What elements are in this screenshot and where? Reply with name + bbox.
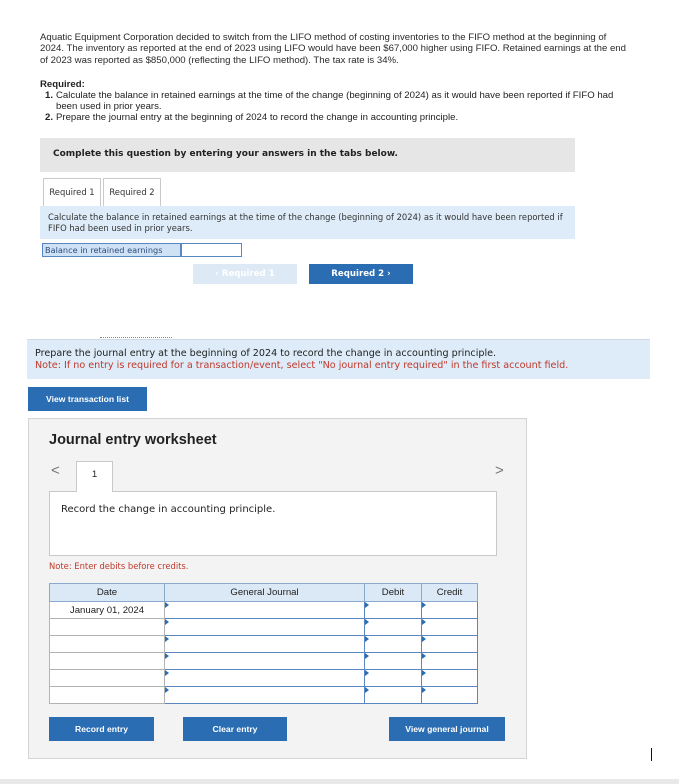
debit-input[interactable] <box>365 619 422 636</box>
worksheet-description: Record the change in accounting principle. <box>61 504 276 515</box>
credit-input[interactable] <box>422 670 478 687</box>
journal-entry-table <box>49 583 478 704</box>
text-cursor <box>651 748 652 761</box>
view-transaction-list-button[interactable]: View transaction list <box>28 387 147 411</box>
instructions-banner <box>40 138 575 172</box>
required-item <box>40 112 640 123</box>
instructions-text: Complete this question by entering your answers in the tabs below. <box>53 149 398 159</box>
table-header-row <box>50 584 478 602</box>
worksheet-title: Journal entry worksheet <box>49 432 217 448</box>
credit-input[interactable] <box>422 602 478 619</box>
account-select[interactable] <box>165 602 365 619</box>
required-2-prompt: Prepare the journal entry at the beginning of 2024 to record the change in accounting principle. <box>35 348 497 359</box>
retained-earnings-label: Balance in retained earnings <box>42 243 181 257</box>
table-row <box>50 653 478 670</box>
account-select[interactable] <box>165 619 365 636</box>
credit-input[interactable] <box>422 687 478 704</box>
next-required-button[interactable]: Required 2 › <box>309 264 413 284</box>
credit-input[interactable] <box>422 653 478 670</box>
credit-input[interactable] <box>422 619 478 636</box>
table-row <box>50 670 478 687</box>
table-row <box>50 619 478 636</box>
account-select[interactable] <box>165 670 365 687</box>
debit-input[interactable] <box>365 670 422 687</box>
chevron-left-icon[interactable]: < <box>51 462 60 479</box>
account-select[interactable] <box>165 687 365 704</box>
retained-earnings-input[interactable] <box>181 243 242 257</box>
debit-input[interactable] <box>365 602 422 619</box>
credit-input[interactable] <box>422 636 478 653</box>
date-cell <box>50 670 165 687</box>
tab-required-2[interactable]: Required 2 <box>103 178 161 206</box>
date-cell <box>50 687 165 704</box>
credit-header: Credit <box>422 584 478 602</box>
table-row <box>50 602 478 619</box>
required-item-number: 2. <box>44 112 53 123</box>
required-heading: Required: <box>40 79 85 90</box>
view-general-journal-button[interactable]: View general journal <box>389 717 505 741</box>
clear-entry-button[interactable]: Clear entry <box>183 717 287 741</box>
worksheet-description-box <box>49 491 497 556</box>
table-row <box>50 687 478 704</box>
debits-credits-note: Note: Enter debits before credits. <box>49 561 189 571</box>
required-item-number: 1. <box>44 90 53 101</box>
date-cell <box>50 619 165 636</box>
footer-bar <box>0 779 679 784</box>
problem-intro: Aquatic Equipment Corporation decided to switch from the LIFO method of costing inventories to the FIFO method at the beginning of 2024. The inventory as reported at the end of 2023 using LIFO would have been $67,000 higher using FIFO. Retained earnings at the end of 2023 was reported as $850,000 (reflecting the LIFO method). The tax rate is 34%. <box>40 32 626 66</box>
required-1-prompt-box <box>40 206 575 239</box>
required-2-prompt-box <box>27 339 650 379</box>
debit-input[interactable] <box>365 636 422 653</box>
required-2-note: Note: If no entry is required for a transaction/event, select "No journal entry required" in the first account field. <box>35 360 569 371</box>
required-1-prompt: Calculate the balance in retained earnings at the time of the change (beginning of 2024) as it would have been reported if FIFO had been used in prior years. <box>48 212 563 233</box>
required-item <box>40 90 640 112</box>
account-select[interactable] <box>165 636 365 653</box>
tab-required-1[interactable]: Required 1 <box>43 178 101 206</box>
divider <box>100 337 172 338</box>
date-cell <box>50 653 165 670</box>
worksheet-tab-1[interactable]: 1 <box>76 461 113 492</box>
date-cell <box>50 636 165 653</box>
required-item-text: Calculate the balance in retained earnings at the time of the change (beginning of 2024) as it would have been reported if FIFO had been used in prior years. <box>56 90 614 112</box>
table-row <box>50 636 478 653</box>
record-entry-button[interactable]: Record entry <box>49 717 154 741</box>
general-journal-header: General Journal <box>165 584 365 602</box>
account-select[interactable] <box>165 653 365 670</box>
debit-input[interactable] <box>365 653 422 670</box>
debit-input[interactable] <box>365 687 422 704</box>
chevron-right-icon[interactable]: > <box>495 462 504 479</box>
date-cell: January 01, 2024 <box>50 602 165 619</box>
previous-required-button[interactable]: ‹ Required 1 <box>193 264 297 284</box>
required-item-text: Prepare the journal entry at the beginning of 2024 to record the change in accounting principle. <box>56 112 459 123</box>
debit-header: Debit <box>365 584 422 602</box>
required-list <box>40 90 640 123</box>
date-header: Date <box>50 584 165 602</box>
